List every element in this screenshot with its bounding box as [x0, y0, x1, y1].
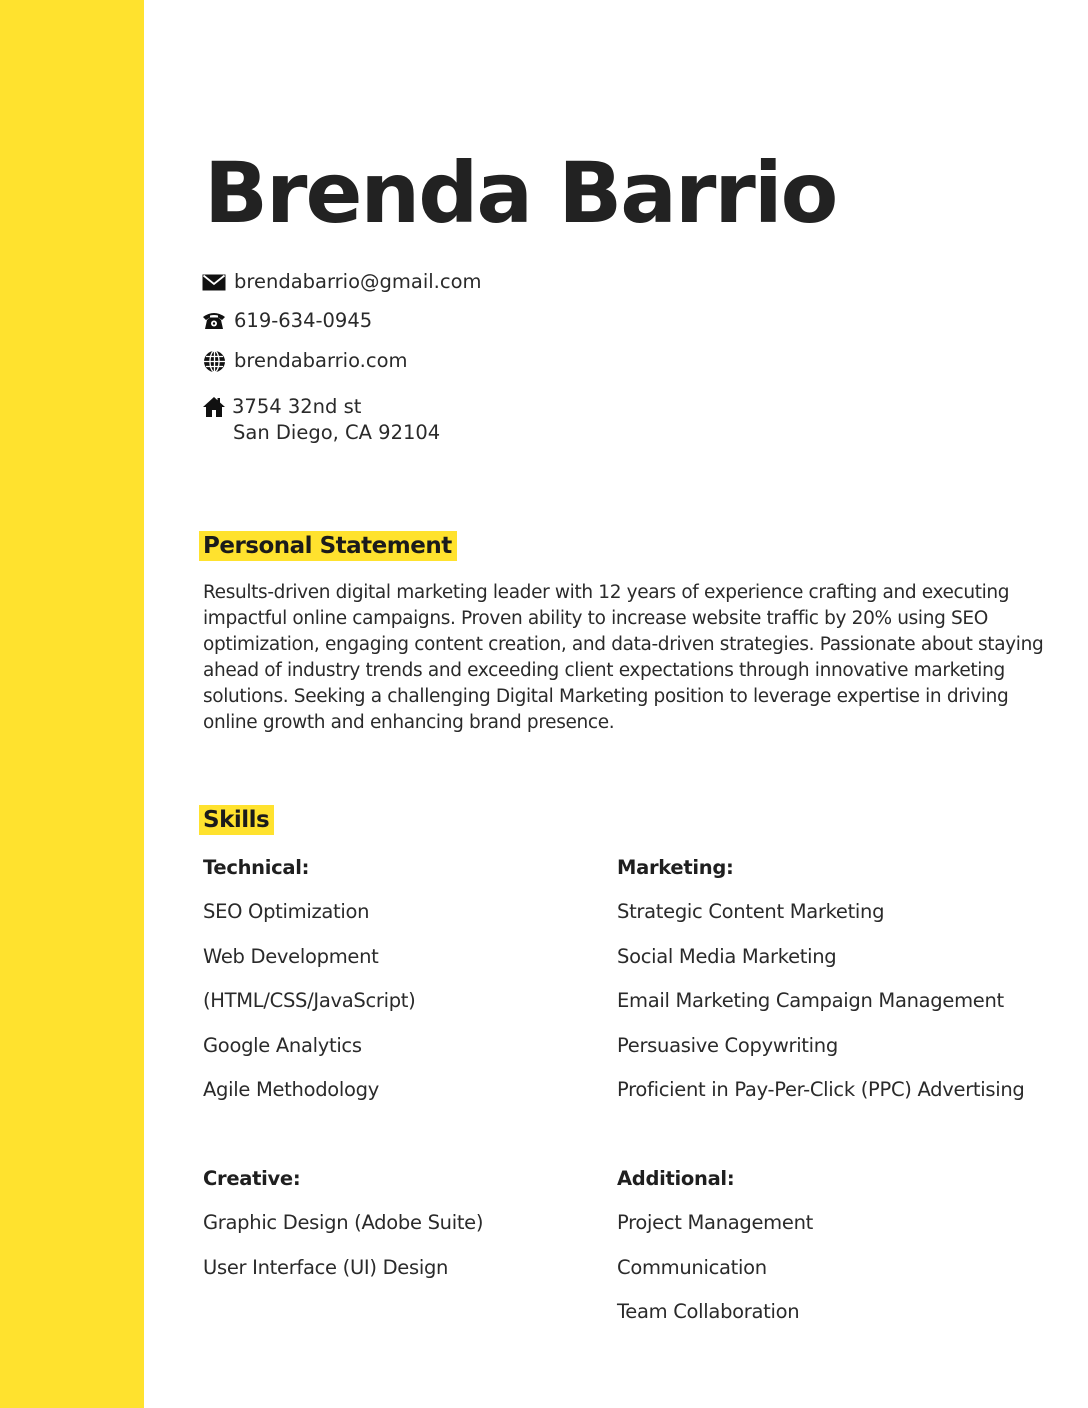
skills-marketing-heading: Marketing:: [617, 856, 734, 879]
address-line1: 3754 32nd st: [232, 395, 362, 418]
list-item: Persuasive Copywriting: [617, 1033, 838, 1057]
phone-text[interactable]: 619-634-0945: [234, 309, 373, 332]
list-item: Strategic Content Marketing: [617, 900, 885, 923]
list-item: Google Analytics: [203, 1033, 362, 1057]
skills-technical-heading: Technical:: [203, 856, 310, 879]
skills-marketing-list: [617, 899, 1024, 1122]
list-item: SEO Optimization: [203, 900, 370, 923]
address-line2: San Diego, CA 92104: [233, 421, 441, 444]
personal-statement-text: Results-driven digital marketing leader with 12 years of experience crafting and executing impactful online campaigns. Proven ability to increase website traffic by 20% using SEO optimization, engaging content creation, and data-driven strategies. Passionate about staying ahead of industry trends and exceeding client expectations through innovative marketing solutions. Seeking a challenging Digital Marketing position to leverage expertise in driving online growth and enhancing brand presence.: [203, 582, 1044, 733]
resume-name: Brenda Barrio: [204, 144, 837, 242]
email-text[interactable]: brendabarrio@gmail.com: [234, 270, 482, 293]
skills-creative-list: [203, 1210, 483, 1299]
yellow-sidebar: [0, 0, 144, 1408]
list-item: Agile Methodology: [203, 1078, 379, 1101]
globe-icon: [202, 350, 226, 372]
list-item: Graphic Design (Adobe Suite): [203, 1211, 484, 1234]
list-item: Social Media Marketing: [617, 944, 837, 968]
skills-creative-heading: Creative:: [203, 1167, 301, 1190]
envelope-icon: [202, 271, 226, 293]
telephone-icon: [202, 310, 226, 332]
list-item: (HTML/CSS/JavaScript): [203, 989, 416, 1012]
skills-technical-list: [203, 899, 415, 1122]
list-item: Team Collaboration: [617, 1300, 800, 1323]
personal-statement-title: Personal Statement: [199, 531, 457, 561]
skills-additional-heading: Additional:: [617, 1167, 735, 1190]
list-item: Proficient in Pay-Per-Click (PPC) Advertising: [617, 1078, 1025, 1101]
skills-additional-list: [617, 1210, 813, 1344]
skills-title: Skills: [199, 805, 274, 835]
website-text[interactable]: brendabarrio.com: [234, 349, 408, 372]
house-icon: [202, 396, 226, 418]
list-item: User Interface (UI) Design: [203, 1255, 449, 1279]
list-item: Email Marketing Campaign Management: [617, 989, 1004, 1012]
list-item: Web Development: [203, 944, 379, 968]
list-item: Project Management: [617, 1211, 813, 1234]
list-item: Communication: [617, 1255, 767, 1279]
